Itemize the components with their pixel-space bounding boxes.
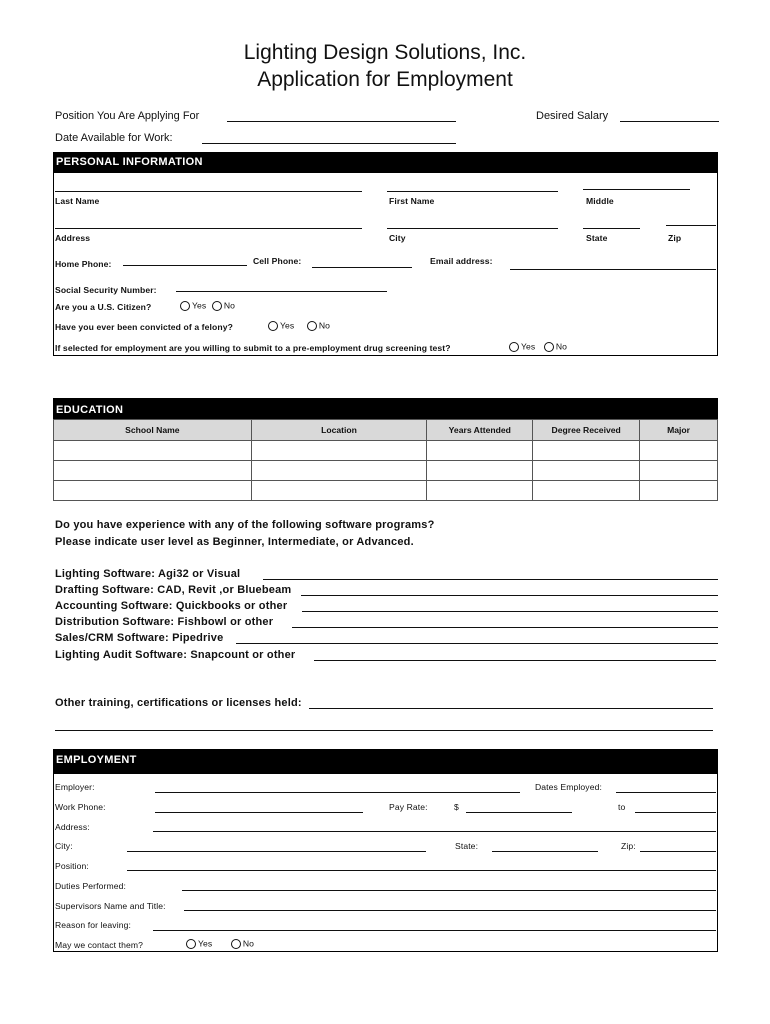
felony-yes-radio[interactable] [268, 321, 278, 331]
software-accounting-label: Accounting Software: Quickbooks or other [55, 600, 288, 612]
contact-no-radio[interactable] [231, 939, 241, 949]
supervisor-field[interactable] [184, 910, 716, 911]
position-field[interactable] [227, 121, 456, 122]
zip-field[interactable] [666, 225, 716, 226]
duties-label: Duties Performed: [55, 881, 126, 891]
employer-city-label: City: [55, 841, 73, 851]
table-cell[interactable] [427, 481, 533, 501]
reason-leaving-label: Reason for leaving: [55, 920, 131, 930]
employer-state-field[interactable] [492, 851, 598, 852]
dates-employed-label: Dates Employed: [535, 782, 602, 792]
pay-rate-to-field[interactable] [635, 812, 716, 813]
table-cell[interactable] [54, 441, 252, 461]
employment-header: EMPLOYMENT [53, 749, 718, 774]
reason-leaving-field[interactable] [153, 930, 716, 931]
citizen-no-label: No [223, 300, 236, 311]
felony-label: Have you ever been convicted of a felony? [55, 322, 233, 332]
table-cell[interactable] [251, 441, 427, 461]
software-lighting-label: Lighting Software: Agi32 or Visual [55, 568, 241, 580]
software-instruction: Please indicate user level as Beginner, Intermediate, or Advanced. [55, 536, 414, 548]
table-row [54, 481, 718, 501]
address-label: Address [55, 233, 91, 243]
table-cell[interactable] [427, 441, 533, 461]
pay-rate-label: Pay Rate: [389, 802, 428, 812]
state-field[interactable] [583, 228, 640, 229]
ssn-field[interactable] [176, 291, 387, 292]
software-accounting-field[interactable] [302, 611, 718, 612]
software-lighting-field[interactable] [263, 579, 718, 580]
drug-yes-radio[interactable] [509, 342, 519, 352]
duties-field[interactable] [182, 890, 716, 891]
table-cell[interactable] [533, 461, 640, 481]
state-label: State [586, 233, 608, 243]
software-audit-field[interactable] [314, 660, 716, 661]
citizen-label: Are you a U.S. Citizen? [55, 302, 152, 312]
other-training-field[interactable] [309, 708, 713, 709]
city-field[interactable] [387, 228, 558, 229]
column-school-name: School Name [54, 420, 252, 441]
contact-yes-label: Yes [198, 938, 213, 949]
column-major: Major [640, 420, 718, 441]
supervisor-label: Supervisors Name and Title: [55, 901, 166, 911]
table-cell[interactable] [54, 461, 252, 481]
column-location: Location [251, 420, 427, 441]
felony-yes-label: Yes [280, 320, 295, 331]
dollar-sign: $ [454, 802, 459, 812]
middle-name-field[interactable] [583, 189, 690, 190]
citizen-options [180, 300, 235, 311]
last-name-label: Last Name [55, 196, 100, 206]
other-training-label: Other training, certifications or licenses held: [55, 697, 302, 709]
date-available-label: Date Available for Work: [55, 132, 173, 144]
ssn-label: Social Security Number: [55, 285, 157, 295]
education-header: EDUCATION [53, 398, 718, 419]
drug-yes-label: Yes [521, 341, 536, 352]
employer-address-label: Address: [55, 822, 90, 832]
salary-label: Desired Salary [536, 110, 609, 122]
form-title: Application for Employment [257, 68, 513, 91]
table-cell[interactable] [251, 461, 427, 481]
table-cell[interactable] [640, 461, 718, 481]
employer-field[interactable] [155, 792, 520, 793]
citizen-yes-radio[interactable] [180, 301, 190, 311]
city-label: City [389, 233, 406, 243]
employer-position-field[interactable] [127, 870, 716, 871]
middle-name-label: Middle [586, 196, 614, 206]
employer-state-label: State: [455, 841, 479, 851]
software-crm-field[interactable] [236, 643, 718, 644]
software-drafting-field[interactable] [301, 595, 718, 596]
address-field[interactable] [55, 228, 362, 229]
position-label: Position You Are Applying For [55, 110, 200, 122]
felony-no-label: No [318, 320, 331, 331]
contact-yes-radio[interactable] [186, 939, 196, 949]
contact-no-label: No [242, 938, 255, 949]
salary-field[interactable] [620, 121, 719, 122]
personal-info-header: PERSONAL INFORMATION [53, 152, 718, 173]
first-name-label: First Name [389, 196, 435, 206]
work-phone-field[interactable] [155, 812, 363, 813]
education-header-row [54, 420, 718, 441]
company-title: Lighting Design Solutions, Inc. [243, 41, 527, 64]
first-name-field[interactable] [387, 191, 558, 192]
employer-address-field[interactable] [153, 831, 716, 832]
table-cell[interactable] [251, 481, 427, 501]
email-label: Email address: [430, 256, 493, 266]
software-distribution-field[interactable] [292, 627, 718, 628]
drug-test-label: If selected for employment are you willing to submit to a pre-employment drug screening test? [55, 343, 451, 353]
employer-city-field[interactable] [127, 851, 426, 852]
software-crm-label: Sales/CRM Software: Pipedrive [55, 632, 224, 644]
felony-no-radio[interactable] [307, 321, 317, 331]
software-distribution-label: Distribution Software: Fishbowl or other [55, 616, 274, 628]
zip-label: Zip [668, 233, 682, 243]
software-drafting-label: Drafting Software: CAD, Revit ,or Bluebeam [55, 584, 292, 596]
drug-no-radio[interactable] [544, 342, 554, 352]
work-phone-label: Work Phone: [55, 802, 106, 812]
pay-rate-to-label: to [618, 802, 626, 812]
drug-no-label: No [555, 341, 568, 352]
table-cell[interactable] [533, 441, 640, 461]
education-table [53, 419, 718, 501]
table-cell[interactable] [640, 481, 718, 501]
date-available-field[interactable] [202, 143, 456, 144]
software-audit-label: Lighting Audit Software: Snapcount or other [55, 649, 296, 661]
pay-rate-field[interactable] [466, 812, 572, 813]
contact-options [186, 938, 254, 949]
table-cell[interactable] [427, 461, 533, 481]
citizen-no-radio[interactable] [212, 301, 222, 311]
table-row [54, 461, 718, 481]
home-phone-label: Home Phone: [55, 259, 112, 269]
home-phone-field[interactable] [123, 265, 247, 266]
email-field[interactable] [510, 269, 716, 270]
dates-employed-field[interactable] [616, 792, 716, 793]
employer-position-label: Position: [55, 861, 89, 871]
cell-phone-label: Cell Phone: [253, 256, 302, 266]
employer-zip-label: Zip: [621, 841, 636, 851]
column-degree-received: Degree Received [533, 420, 640, 441]
software-question: Do you have experience with any of the following software programs? [55, 519, 435, 531]
contact-label: May we contact them? [55, 940, 143, 950]
column-years-attended: Years Attended [427, 420, 533, 441]
table-row [54, 441, 718, 461]
employer-zip-field[interactable] [640, 851, 716, 852]
last-name-field[interactable] [55, 191, 362, 192]
citizen-yes-label: Yes [192, 300, 207, 311]
drug-test-options [509, 341, 567, 352]
employer-label: Employer: [55, 782, 95, 792]
other-training-field-line2[interactable] [55, 730, 713, 731]
table-cell[interactable] [54, 481, 252, 501]
table-cell[interactable] [533, 481, 640, 501]
felony-options [268, 320, 330, 331]
cell-phone-field[interactable] [312, 267, 412, 268]
table-cell[interactable] [640, 441, 718, 461]
